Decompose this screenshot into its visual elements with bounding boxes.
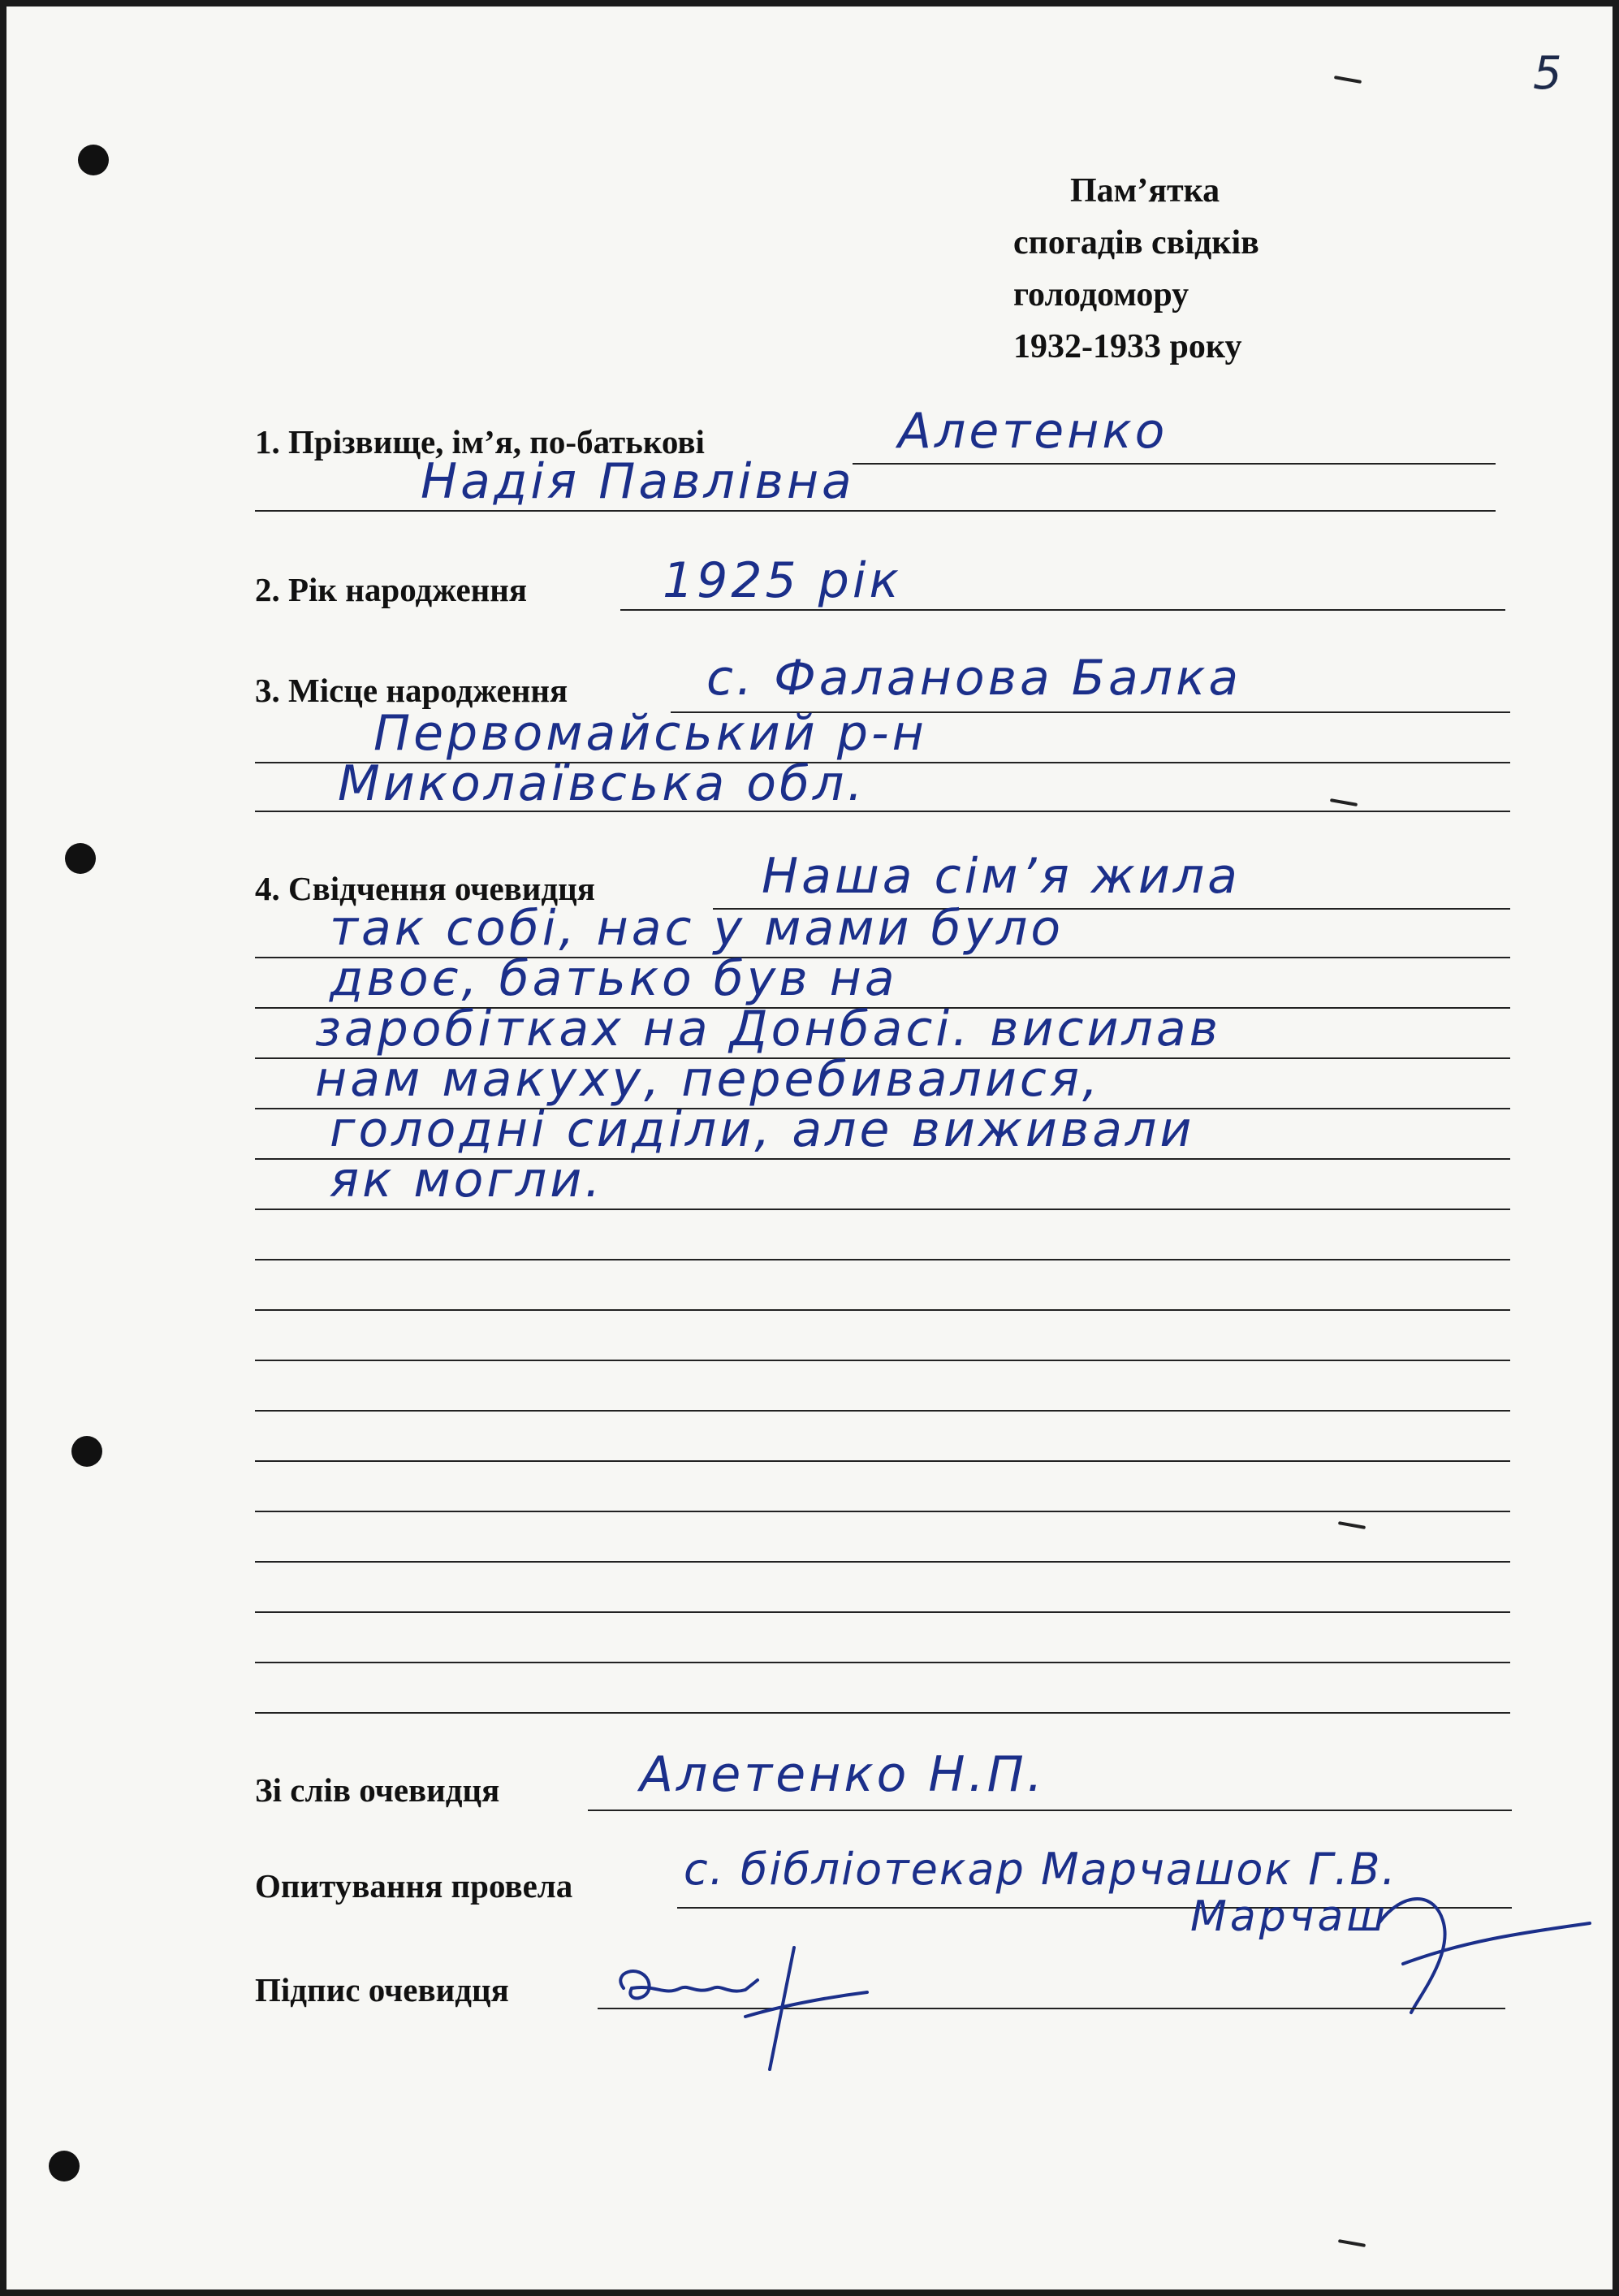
testimony-text-line: заробітках на Донбасі. висилав	[315, 1001, 1221, 1057]
blank-line	[255, 1561, 1510, 1563]
surname-label: 1. Прізвище, ім’я, по-батькові	[255, 423, 705, 460]
blank-line	[255, 1712, 1510, 1714]
birthplace-value-continued: Первомайський р-н	[373, 705, 927, 762]
page-number: 5	[1533, 47, 1562, 100]
surname-line	[853, 463, 1496, 465]
blank-line	[255, 1460, 1510, 1462]
from-words-line	[588, 1810, 1512, 1811]
testimony-label: 4. Свідчення очевидця	[255, 870, 595, 907]
blank-line	[255, 1611, 1510, 1613]
from-words-value: Алетенко Н.П.	[640, 1746, 1046, 1803]
surname-value-continued: Надія Павлівна	[421, 453, 855, 510]
blank-line	[255, 1511, 1510, 1512]
header-title-line: 1932-1933 року	[1013, 328, 1242, 365]
interviewer-value: с. бібліотекар Марчашок Г.В.	[684, 1844, 1397, 1895]
interviewer-label: Опитування провела	[255, 1867, 573, 1905]
interviewer-signature: Марчаш	[1190, 1892, 1388, 1941]
birth-year-value: 1925 рік	[663, 552, 902, 609]
testimony-text-line: Наша сім’я жила	[762, 848, 1241, 905]
surname-value: Алетенко	[898, 403, 1168, 460]
document-sheet	[6, 6, 1613, 2290]
testimony-text-line: нам макуху, перебивалися,	[315, 1051, 1102, 1108]
margin-tick-mark	[1338, 1521, 1366, 1529]
margin-tick-mark	[1338, 2239, 1366, 2247]
punch-hole	[78, 145, 109, 175]
surname-line	[255, 510, 1496, 512]
testimony-text-line: як могли.	[330, 1152, 604, 1209]
margin-tick-mark	[1334, 76, 1362, 84]
birthplace-label: 3. Місце народження	[255, 672, 568, 709]
punch-hole	[49, 2151, 80, 2181]
birthplace-value-continued: Миколаївська обл.	[338, 755, 866, 812]
document-header	[1013, 165, 1354, 373]
blank-line	[255, 1309, 1510, 1311]
punch-hole	[71, 1436, 102, 1467]
testimony-text-line: голодні сиділи, але виживали	[330, 1101, 1195, 1158]
birth-year-label: 2. Рік народження	[255, 571, 528, 608]
margin-tick-mark	[1330, 798, 1358, 806]
interviewer-signature-flourish	[1371, 1874, 1598, 2021]
blank-line	[255, 1410, 1510, 1412]
testimony-text-line: двоє, батько був на	[330, 950, 898, 1007]
blank-line	[255, 1662, 1510, 1663]
header-title-line: Пам’ятка	[1070, 172, 1220, 210]
witness-signature	[607, 1939, 900, 2086]
header-title-line: голодомору	[1013, 276, 1189, 313]
birth-year-line	[620, 609, 1505, 611]
testimony-text-line: так собі, нас у мами було	[330, 900, 1064, 957]
blank-line	[255, 1360, 1510, 1361]
birthplace-value: с. Фаланова Балка	[706, 650, 1242, 707]
punch-hole	[65, 843, 96, 874]
testimony-line	[255, 1209, 1510, 1210]
from-words-label: Зі слів очевидця	[255, 1771, 500, 1809]
blank-line	[255, 1259, 1510, 1260]
header-title-line: спогадів свідків	[1013, 224, 1259, 262]
signature-label: Підпис очевидця	[255, 1971, 509, 2008]
